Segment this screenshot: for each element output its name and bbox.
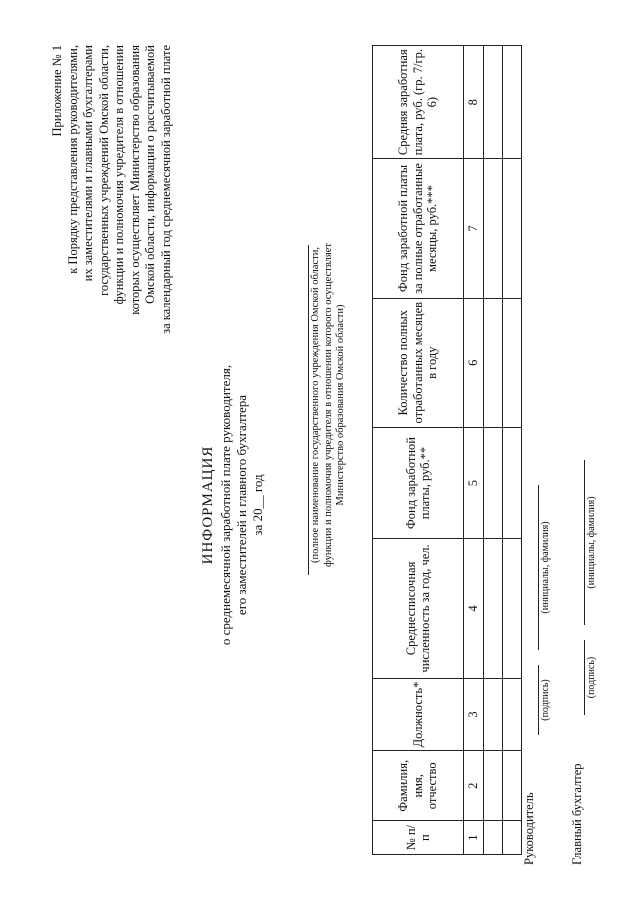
appendix-note	[50, 45, 174, 465]
table-cell	[483, 427, 502, 538]
number-cell: 6	[464, 298, 484, 427]
header-cell: Фонд заработной платы, руб.**	[373, 427, 464, 538]
title-line: о среднемесячной заработной плате руководителя,	[218, 364, 233, 646]
document-title: ИНФОРМАЦИЯ	[200, 445, 216, 565]
title-year: за 20__ год	[250, 474, 265, 536]
header-cell: Фонд заработной платы за полные отработанные месяцы, руб.***	[373, 159, 464, 298]
table-row	[483, 46, 502, 855]
number-cell: 4	[464, 539, 484, 678]
director-name-caption: (инициалы, фамилия)	[540, 521, 551, 614]
table-cell	[483, 751, 502, 821]
accountant-name-line	[584, 460, 585, 625]
table-cell	[483, 539, 502, 678]
number-cell: 8	[464, 46, 484, 159]
appendix-line: за календарный год среднемесячной заработной плате	[158, 45, 173, 334]
number-cell: 3	[464, 678, 484, 751]
table-cell	[483, 821, 502, 855]
org-caption-line: (полное наименование государственного учреждения Омской области,	[310, 246, 321, 564]
table-cell	[483, 159, 502, 298]
appendix-line: функции и полномочия учредителя в отношении	[112, 45, 126, 305]
header-cell: Средняя заработная плата, руб. (гр. 7/гр. 6)	[373, 46, 464, 159]
rotated-sheet	[40, 35, 600, 865]
appendix-line: Омской области, информации о рассчитываемой	[143, 45, 157, 304]
director-name-line	[538, 485, 539, 650]
table-cell	[502, 821, 521, 855]
header-cell: № п/п	[373, 821, 464, 855]
appendix-line: государственных учреждений Омской области,	[96, 45, 111, 296]
table-row	[502, 46, 521, 855]
table-cell	[502, 678, 521, 751]
appendix-line: Приложение № 1	[50, 45, 64, 137]
table-header-row	[373, 46, 464, 855]
table-cell	[483, 46, 502, 159]
number-cell: 5	[464, 427, 484, 538]
table-cell	[502, 751, 521, 821]
accountant-label: Главный бухгалтер	[570, 763, 584, 865]
accountant-sign-caption: (подпись)	[586, 656, 597, 699]
header-cell: Должность*	[373, 678, 464, 751]
table-cell	[483, 678, 502, 751]
info-table	[372, 45, 522, 855]
number-cell: 1	[464, 821, 484, 855]
director-signature-line	[538, 665, 539, 735]
appendix-line: их заместителями и главными бухгалтерами	[81, 45, 95, 282]
org-name-line	[308, 245, 309, 575]
table-cell	[502, 539, 521, 678]
header-cell: Фамилия, имя, отчество	[373, 751, 464, 821]
table-number-row	[464, 46, 484, 855]
number-cell: 7	[464, 159, 484, 298]
org-caption-line: функции и полномочия учредителя в отношении которого осуществляет	[322, 243, 334, 567]
appendix-line: которых осуществляет Министерство образования	[127, 45, 142, 315]
table-cell	[483, 298, 502, 427]
title-line: его заместителей и главного бухгалтера	[234, 394, 249, 616]
accountant-name-caption: (инициалы, фамилия)	[586, 496, 597, 589]
director-sign-caption: (подпись)	[540, 679, 551, 721]
org-caption	[310, 215, 348, 595]
title-block	[200, 325, 266, 685]
header-cell: Количество полных отработанных месяцев в году	[373, 298, 464, 427]
accountant-signature-line	[584, 640, 585, 715]
appendix-line: к Порядку представления руководителями,	[65, 45, 80, 274]
org-caption-line: Министерство образования Омской области)	[335, 304, 346, 506]
number-cell: 2	[464, 751, 484, 821]
director-label: Руководитель	[522, 792, 536, 865]
table-cell	[502, 46, 521, 159]
table-cell	[502, 427, 521, 538]
header-cell: Среднесписочная численность за год, чел.	[373, 539, 464, 678]
table-cell	[502, 159, 521, 298]
table-cell	[502, 298, 521, 427]
